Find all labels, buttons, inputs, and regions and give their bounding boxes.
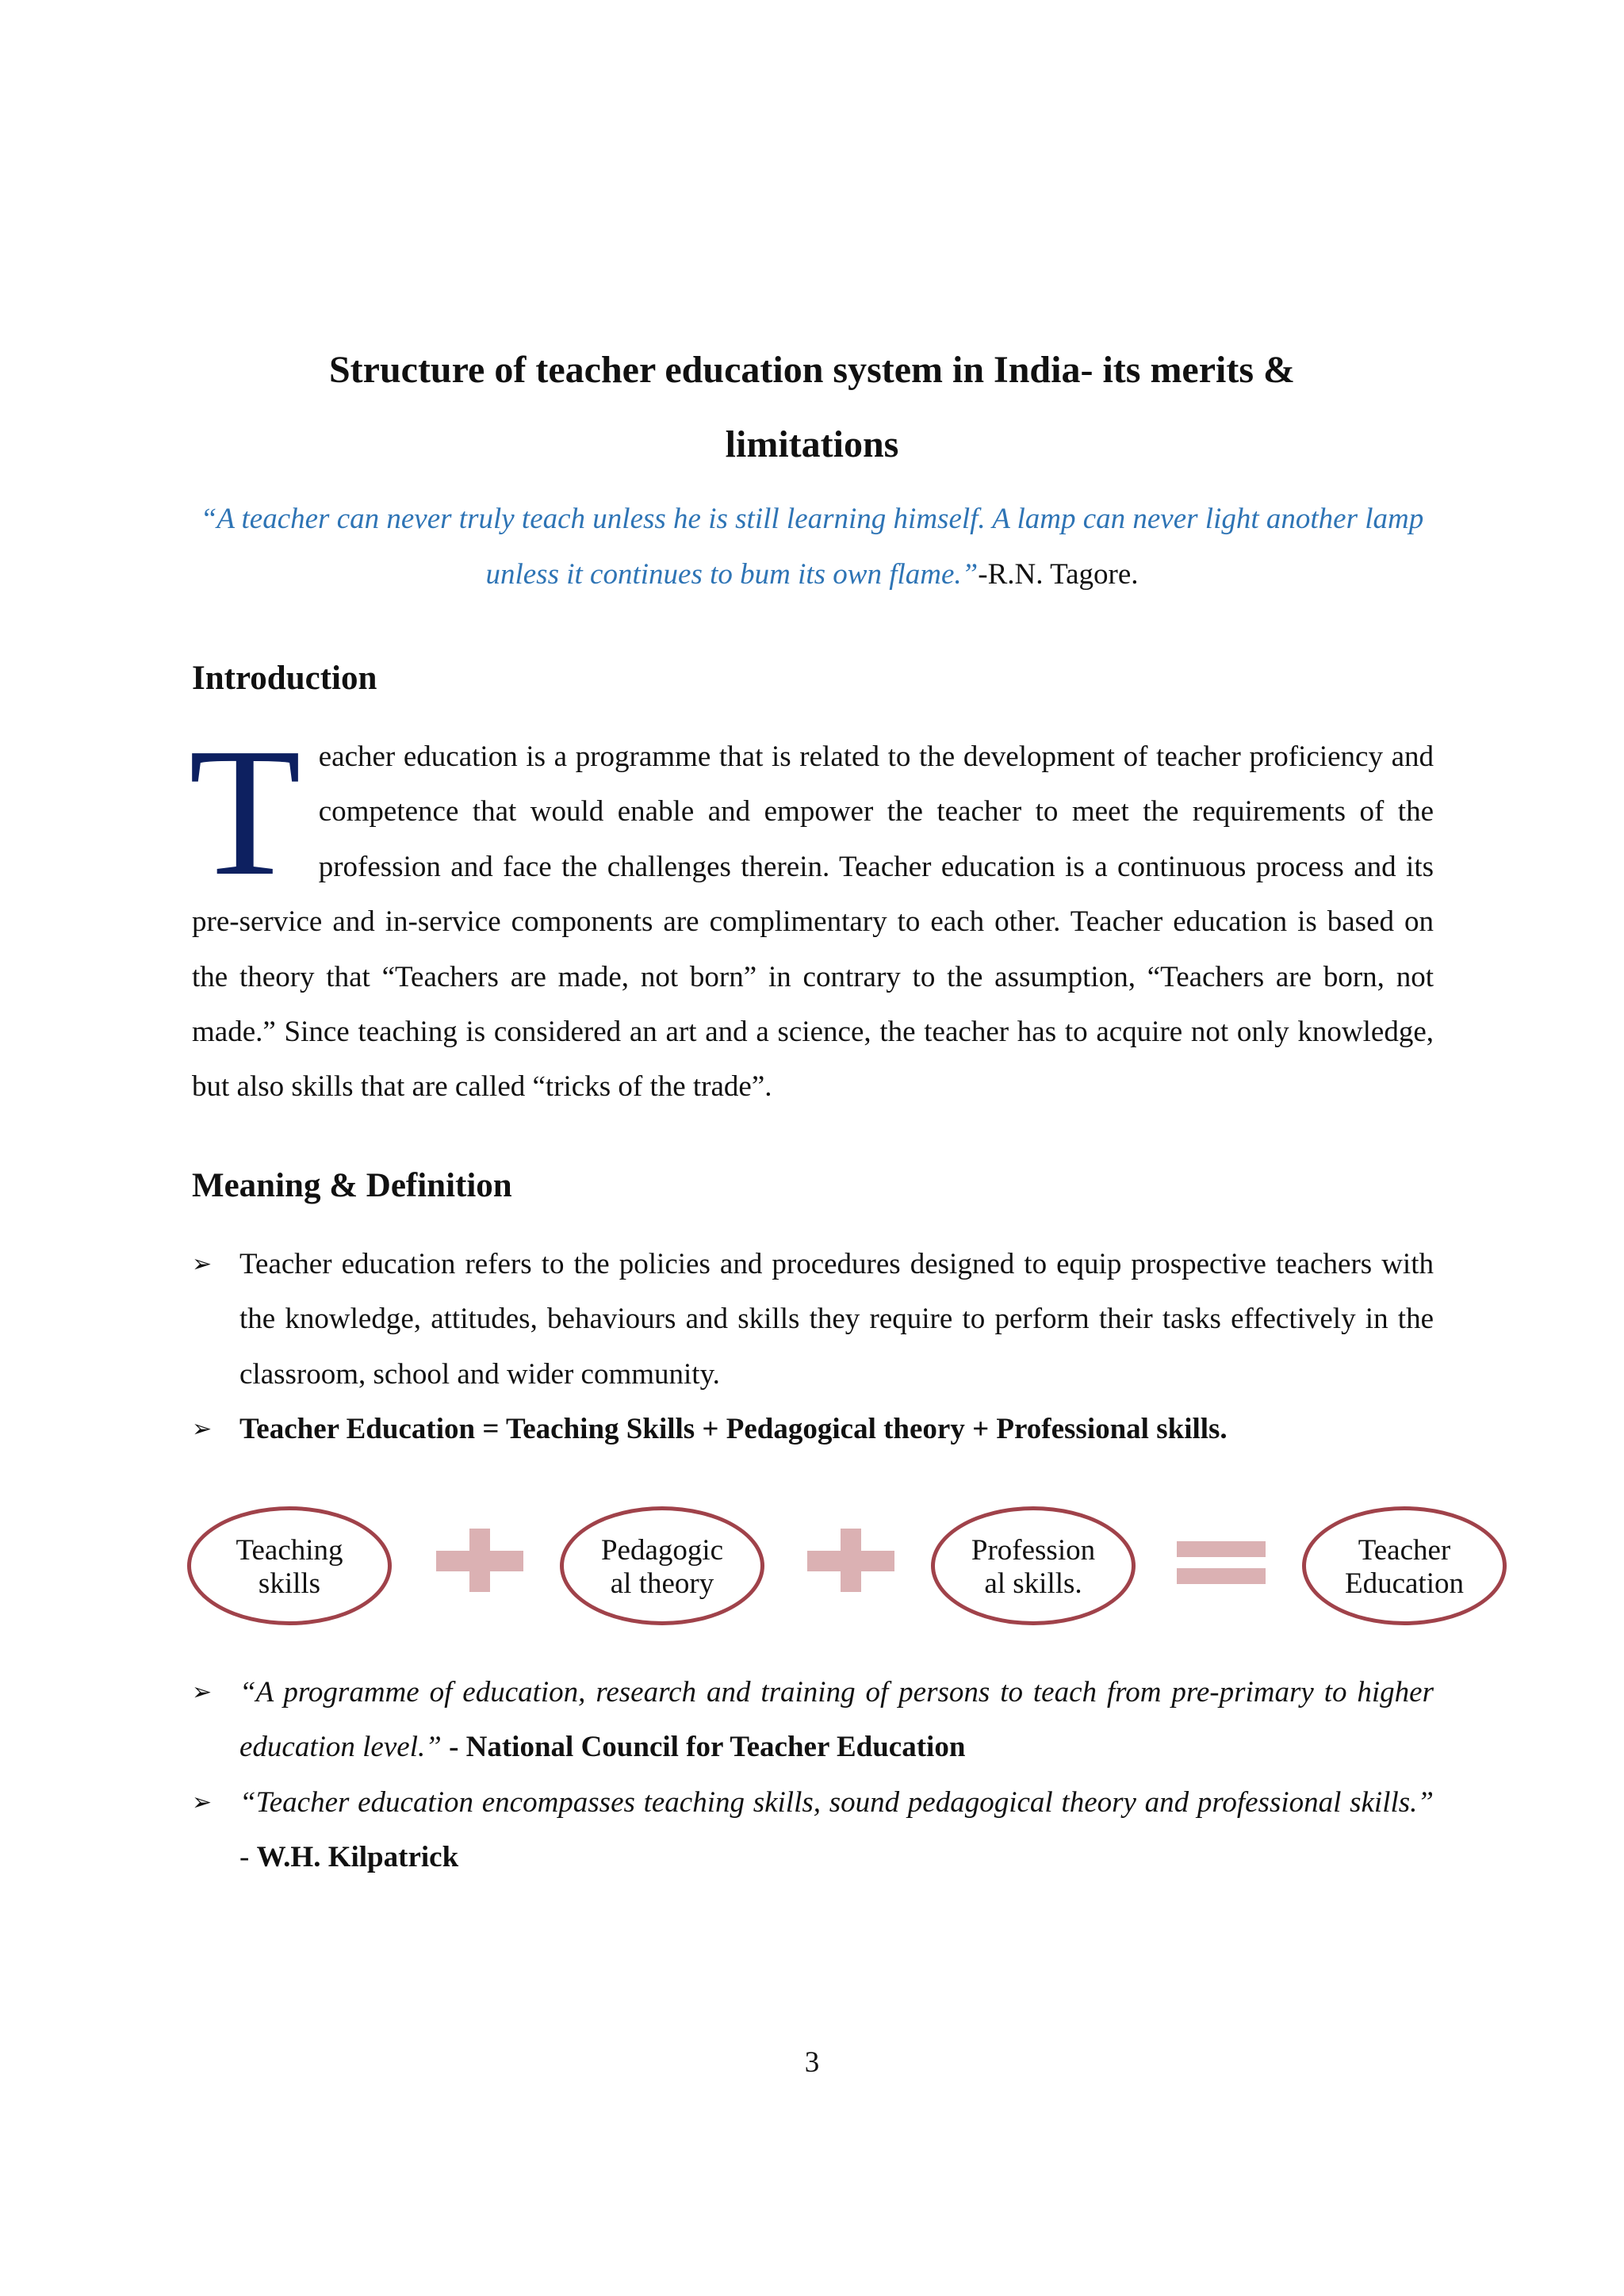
definition-quote-kilpatrick: “Teacher education encompasses teaching skills, sound pedagogical theory and professional skills.” — [239, 1785, 1434, 1819]
definition-source-kilpatrick: W.H. Kilpatrick — [256, 1841, 459, 1874]
arrow-bullet-icon: ➢ — [192, 1788, 213, 1816]
page-number: 3 — [804, 2046, 820, 2079]
plus-icon — [807, 1529, 894, 1592]
definition-source-ncte: - National Council for Teacher Education — [441, 1731, 966, 1764]
definition-source-separator: - — [239, 1841, 257, 1874]
oval-pedagogical-theory: Pedagogic al theory — [560, 1506, 764, 1625]
title-line-1: Structure of teacher education system in India- its merits & — [328, 349, 1296, 391]
drop-cap-letter: T — [189, 710, 301, 914]
oval-professional-skills: Profession al skills. — [931, 1506, 1136, 1625]
list-item — [192, 1775, 1434, 1885]
meaning-bullet-list-top — [192, 1237, 1434, 1457]
equals-icon — [1177, 1541, 1266, 1584]
quote-text: “A teacher can never truly teach unless he is still learning himself. A lamp can never light another lamp unless it continues to bum its own flame.” — [200, 503, 1424, 591]
arrow-bullet-icon: ➢ — [192, 1678, 213, 1706]
introduction-paragraph — [189, 710, 1434, 1115]
teacher-education-diagram — [187, 1506, 1511, 1633]
oval-teaching-skills: Teaching skills — [187, 1506, 392, 1625]
bullet-text: Teacher Education = Teaching Skills + Pedagogical theory + Professional skills. — [239, 1413, 1228, 1446]
arrow-bullet-icon: ➢ — [192, 1415, 213, 1444]
meaning-bullet-list-bottom — [192, 1665, 1434, 1885]
list-item — [192, 1402, 1434, 1456]
plus-icon — [436, 1529, 523, 1592]
meaning-heading: Meaning & Definition — [192, 1167, 512, 1204]
epigraph-quote — [190, 492, 1434, 603]
list-item — [192, 1237, 1434, 1402]
quote-author: -R.N. Tagore. — [978, 558, 1139, 591]
title-line-2: limitations — [725, 423, 899, 465]
introduction-heading: Introduction — [192, 660, 377, 697]
page-title — [190, 333, 1434, 482]
definition-quote-ncte: “A programme of education, research and training of persons to teach from pre-primary to higher education level.” — [239, 1676, 1434, 1764]
arrow-bullet-icon: ➢ — [192, 1250, 213, 1278]
bullet-text: Teacher education refers to the policies and procedures designed to equip prospective teachers with the knowledge, attitudes, behaviours and skills they require to perform their tasks effectively in the classroom, school and wider community. — [239, 1248, 1434, 1391]
introduction-text: eacher education is a programme that is related to the development of teacher proficiency and competence that would enable and empower the teacher to meet the requirements of the profession and face the challenges therein. Teacher education is a continuous process and its pre-service and in-service components are complimentary to each other. Teacher education is based on the theory that “Teachers are made, not born” in contrary to the assumption, “Teachers are born, not made.” Since teaching is considered an art and a science, the teacher has to acquire not only knowledge, but also skills that are called “tricks of the trade”. — [192, 740, 1434, 1104]
list-item — [192, 1665, 1434, 1775]
oval-teacher-education: Teacher Education — [1302, 1506, 1507, 1625]
